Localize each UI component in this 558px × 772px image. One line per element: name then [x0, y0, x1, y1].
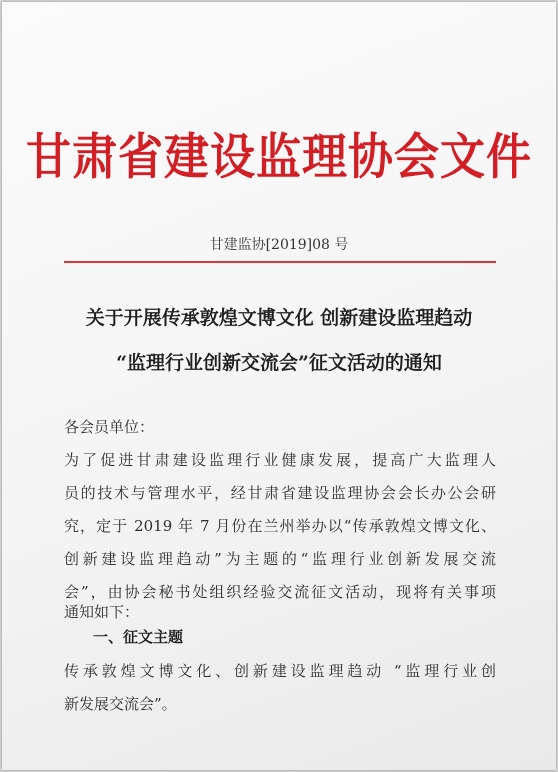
body-line: 传承敦煌文博文化、创新建设监理趋动 “监理行业创 — [64, 662, 496, 680]
salutation: 各会员单位： — [64, 418, 155, 436]
document-number: 甘建监协[2019]08 号 — [209, 237, 349, 253]
notice-title-line-1: 关于开展传承敦煌文博文化 创新建设监理趋动 — [85, 307, 473, 329]
red-divider — [64, 261, 496, 263]
body-line: 创新建设监理趋动”为主题的“监理行业创新发展交流 — [64, 550, 496, 568]
body-line: 员的技术与管理水平，经甘肃省建设监理协会会长办公会研 — [64, 484, 496, 502]
section-heading-theme: 一、征文主题 — [93, 628, 184, 646]
body-line: 会”，由协会秘书处组织经验交流征文活动，现将有关事项 — [64, 583, 496, 601]
notice-title-line-2: “监理行业创新交流会”征文活动的通知 — [116, 352, 442, 374]
body-line: 为了促进甘肃建设监理行业健康发展，提高广大监理人 — [64, 451, 496, 469]
issuer-heading: 甘肃省建设监理协会文件 — [25, 128, 532, 186]
body-line: 通知如下： — [64, 603, 140, 621]
document-page — [2, 2, 556, 770]
body-line: 究，定于 2019 年 7 月份在兰州举办以“传承敦煌文博文化、 — [64, 517, 496, 535]
body-line: 新发展交流会”。 — [64, 695, 177, 713]
